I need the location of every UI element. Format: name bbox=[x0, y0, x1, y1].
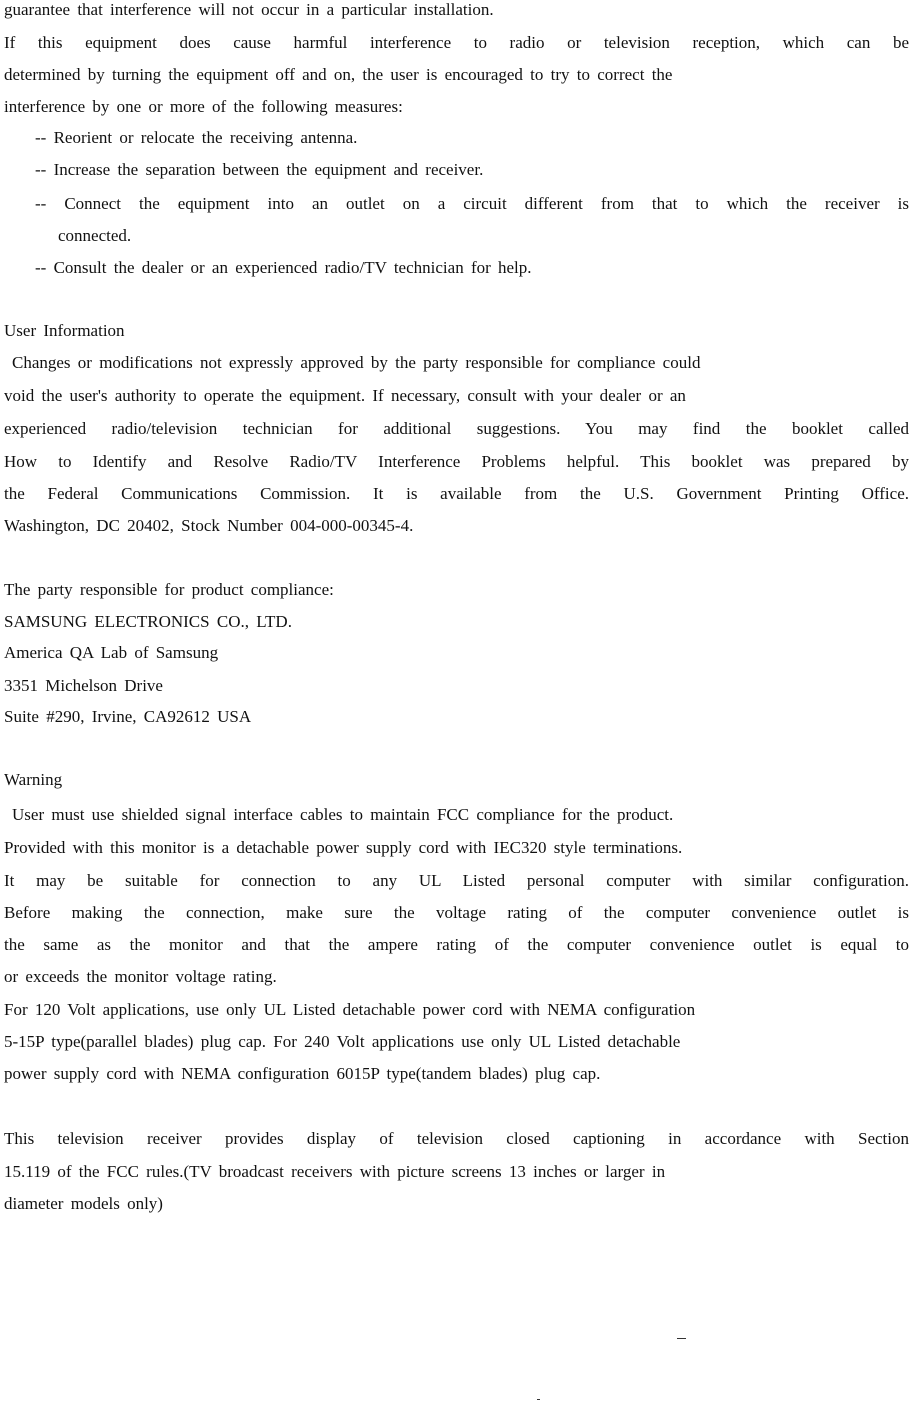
text-line: void the user's authority to operate the equipment. If necessary, consult with your dealer or an bbox=[4, 386, 686, 405]
list-item: -- Consult the dealer or an experienced radio/TV technician for help. bbox=[35, 258, 532, 277]
address-line: America QA Lab of Samsung bbox=[4, 643, 219, 662]
scan-mark bbox=[537, 1399, 540, 1400]
text-line: the same as the monitor and that the ampere rating of the computer convenience outlet is equal to bbox=[4, 935, 909, 954]
text-line: or exceeds the monitor voltage rating. bbox=[4, 967, 277, 986]
list-item: -- Reorient or relocate the receiving antenna. bbox=[35, 128, 358, 147]
section-heading-user-information: User Information bbox=[4, 321, 125, 340]
text-line: User must use shielded signal interface cables to maintain FCC compliance for the product. bbox=[12, 805, 674, 824]
text-line: It may be suitable for connection to any UL Listed personal computer with similar configuration. bbox=[4, 871, 909, 890]
list-item: -- Increase the separation between the equipment and receiver. bbox=[35, 160, 484, 179]
address-line: Suite #290, Irvine, CA92612 USA bbox=[4, 707, 252, 726]
address-line: 3351 Michelson Drive bbox=[4, 676, 163, 695]
text-line: power supply cord with NEMA configuration 6015P type(tandem blades) plug cap. bbox=[4, 1064, 601, 1083]
text-line: Provided with this monitor is a detachable power supply cord with IEC320 style terminations. bbox=[4, 838, 683, 857]
scan-mark bbox=[677, 1338, 686, 1339]
text-line: guarantee that interference will not occur in a particular installation. bbox=[4, 0, 494, 19]
list-item: -- Connect the equipment into an outlet on a circuit different from that to which the receiver is bbox=[35, 194, 909, 213]
text-line: experienced radio/television technician for additional suggestions. You may find the booklet called bbox=[4, 419, 909, 438]
text-line: How to Identify and Resolve Radio/TV Interference Problems helpful. This booklet was prepared by bbox=[4, 452, 909, 471]
text-line: diameter models only) bbox=[4, 1194, 163, 1213]
text-line: Changes or modifications not expressly approved by the party responsible for compliance could bbox=[12, 353, 701, 372]
text-line: 15.119 of the FCC rules.(TV broadcast receivers with picture screens 13 inches or larger in bbox=[4, 1162, 666, 1181]
text-line: Washington, DC 20402, Stock Number 004-000-00345-4. bbox=[4, 516, 414, 535]
company-name: SAMSUNG ELECTRONICS CO., LTD. bbox=[4, 612, 292, 631]
text-line: 5-15P type(parallel blades) plug cap. For 240 Volt applications use only UL Listed detachable bbox=[4, 1032, 681, 1051]
section-heading-warning: Warning bbox=[4, 770, 63, 789]
text-line: determined by turning the equipment off and on, the user is encouraged to try to correct the bbox=[4, 65, 673, 84]
text-line: For 120 Volt applications, use only UL Listed detachable power cord with NEMA configuration bbox=[4, 1000, 696, 1019]
text-line: Before making the connection, make sure the voltage rating of the computer convenience outlet is bbox=[4, 903, 909, 922]
text-line: The party responsible for product compliance: bbox=[4, 580, 334, 599]
text-line: interference by one or more of the following measures: bbox=[4, 97, 403, 116]
text-line: If this equipment does cause harmful interference to radio or television reception, which can be bbox=[4, 33, 909, 52]
text-line: This television receiver provides display of television closed captioning in accordance with Section bbox=[4, 1129, 909, 1148]
text-line: the Federal Communications Commission. It is available from the U.S. Government Printing Office. bbox=[4, 484, 909, 503]
list-item-continuation: connected. bbox=[58, 226, 132, 245]
